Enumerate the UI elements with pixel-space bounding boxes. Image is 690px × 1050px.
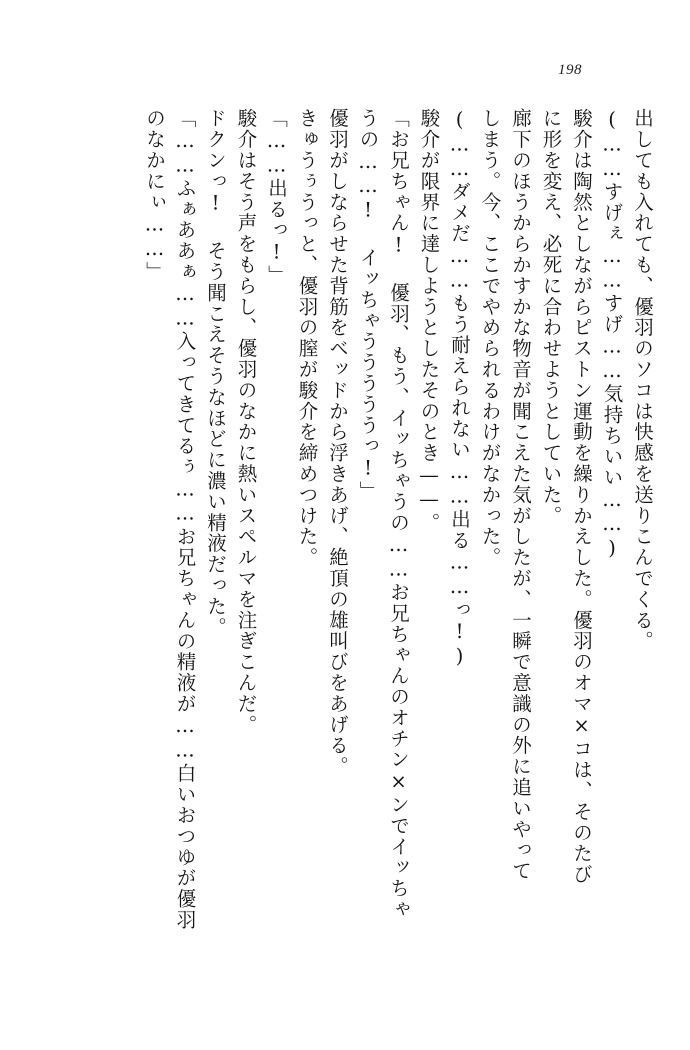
text-line: うの……! イッちゃうううううっ!」 — [356, 108, 380, 502]
text-line: 駿介が限界に達しようとしたそのとき——。 — [417, 108, 441, 533]
text-line: きゅうぅうっと、優羽の膣が駿介を締めつけた。 — [295, 108, 319, 568]
text-line: 「……出るっ!」 — [265, 108, 288, 286]
text-line: のなかにぃ……」 — [143, 108, 166, 283]
text-line: 「……ふぁああぁ……入ってきてるぅ……お兄ちゃんの精液が……白いおつゆが優羽 — [173, 108, 197, 931]
text-line: 出しても入れても、優羽のソコは快感を送りこんでくる。 — [631, 108, 654, 652]
text-line: (……ダメだ……もう耐えられない……出る……っ!) — [448, 108, 471, 669]
text-line: 廊下のほうからかすかな物音が聞こえた気がしたが、一瞬で意識の外に追いやって — [509, 108, 532, 882]
text-line: 優羽がしならせた背筋をベッドから浮きあげ、絶頂の雄叫びをあげる。 — [326, 108, 349, 777]
text-line: 駿介は陶然としながらピストン運動を繰りかえした。優羽のオマ×コは、そのたび — [570, 108, 593, 885]
text-line: しまう。今、ここでやめられるわけがなかった。 — [478, 108, 502, 568]
body-text — [40, 108, 652, 978]
text-line: に形を変え、必死に合わせようとしていた。 — [539, 108, 563, 526]
text-line: (……すげぇ……すげ……気持ちいい……) — [600, 108, 624, 561]
text-line: 「お兄ちゃん! 優羽、もう、イッちゃうの……お兄ちゃんのオチン×ンでイッちゃ — [387, 108, 410, 920]
text-line: ドクンっ! そう聞こえそうなほどに濃い精液だった。 — [204, 108, 227, 638]
text-line: 駿介はそう声をもらし、優羽のなかに熱いスペルマを注ぎこんだ。 — [234, 108, 258, 735]
page-number: 198 — [558, 62, 582, 78]
